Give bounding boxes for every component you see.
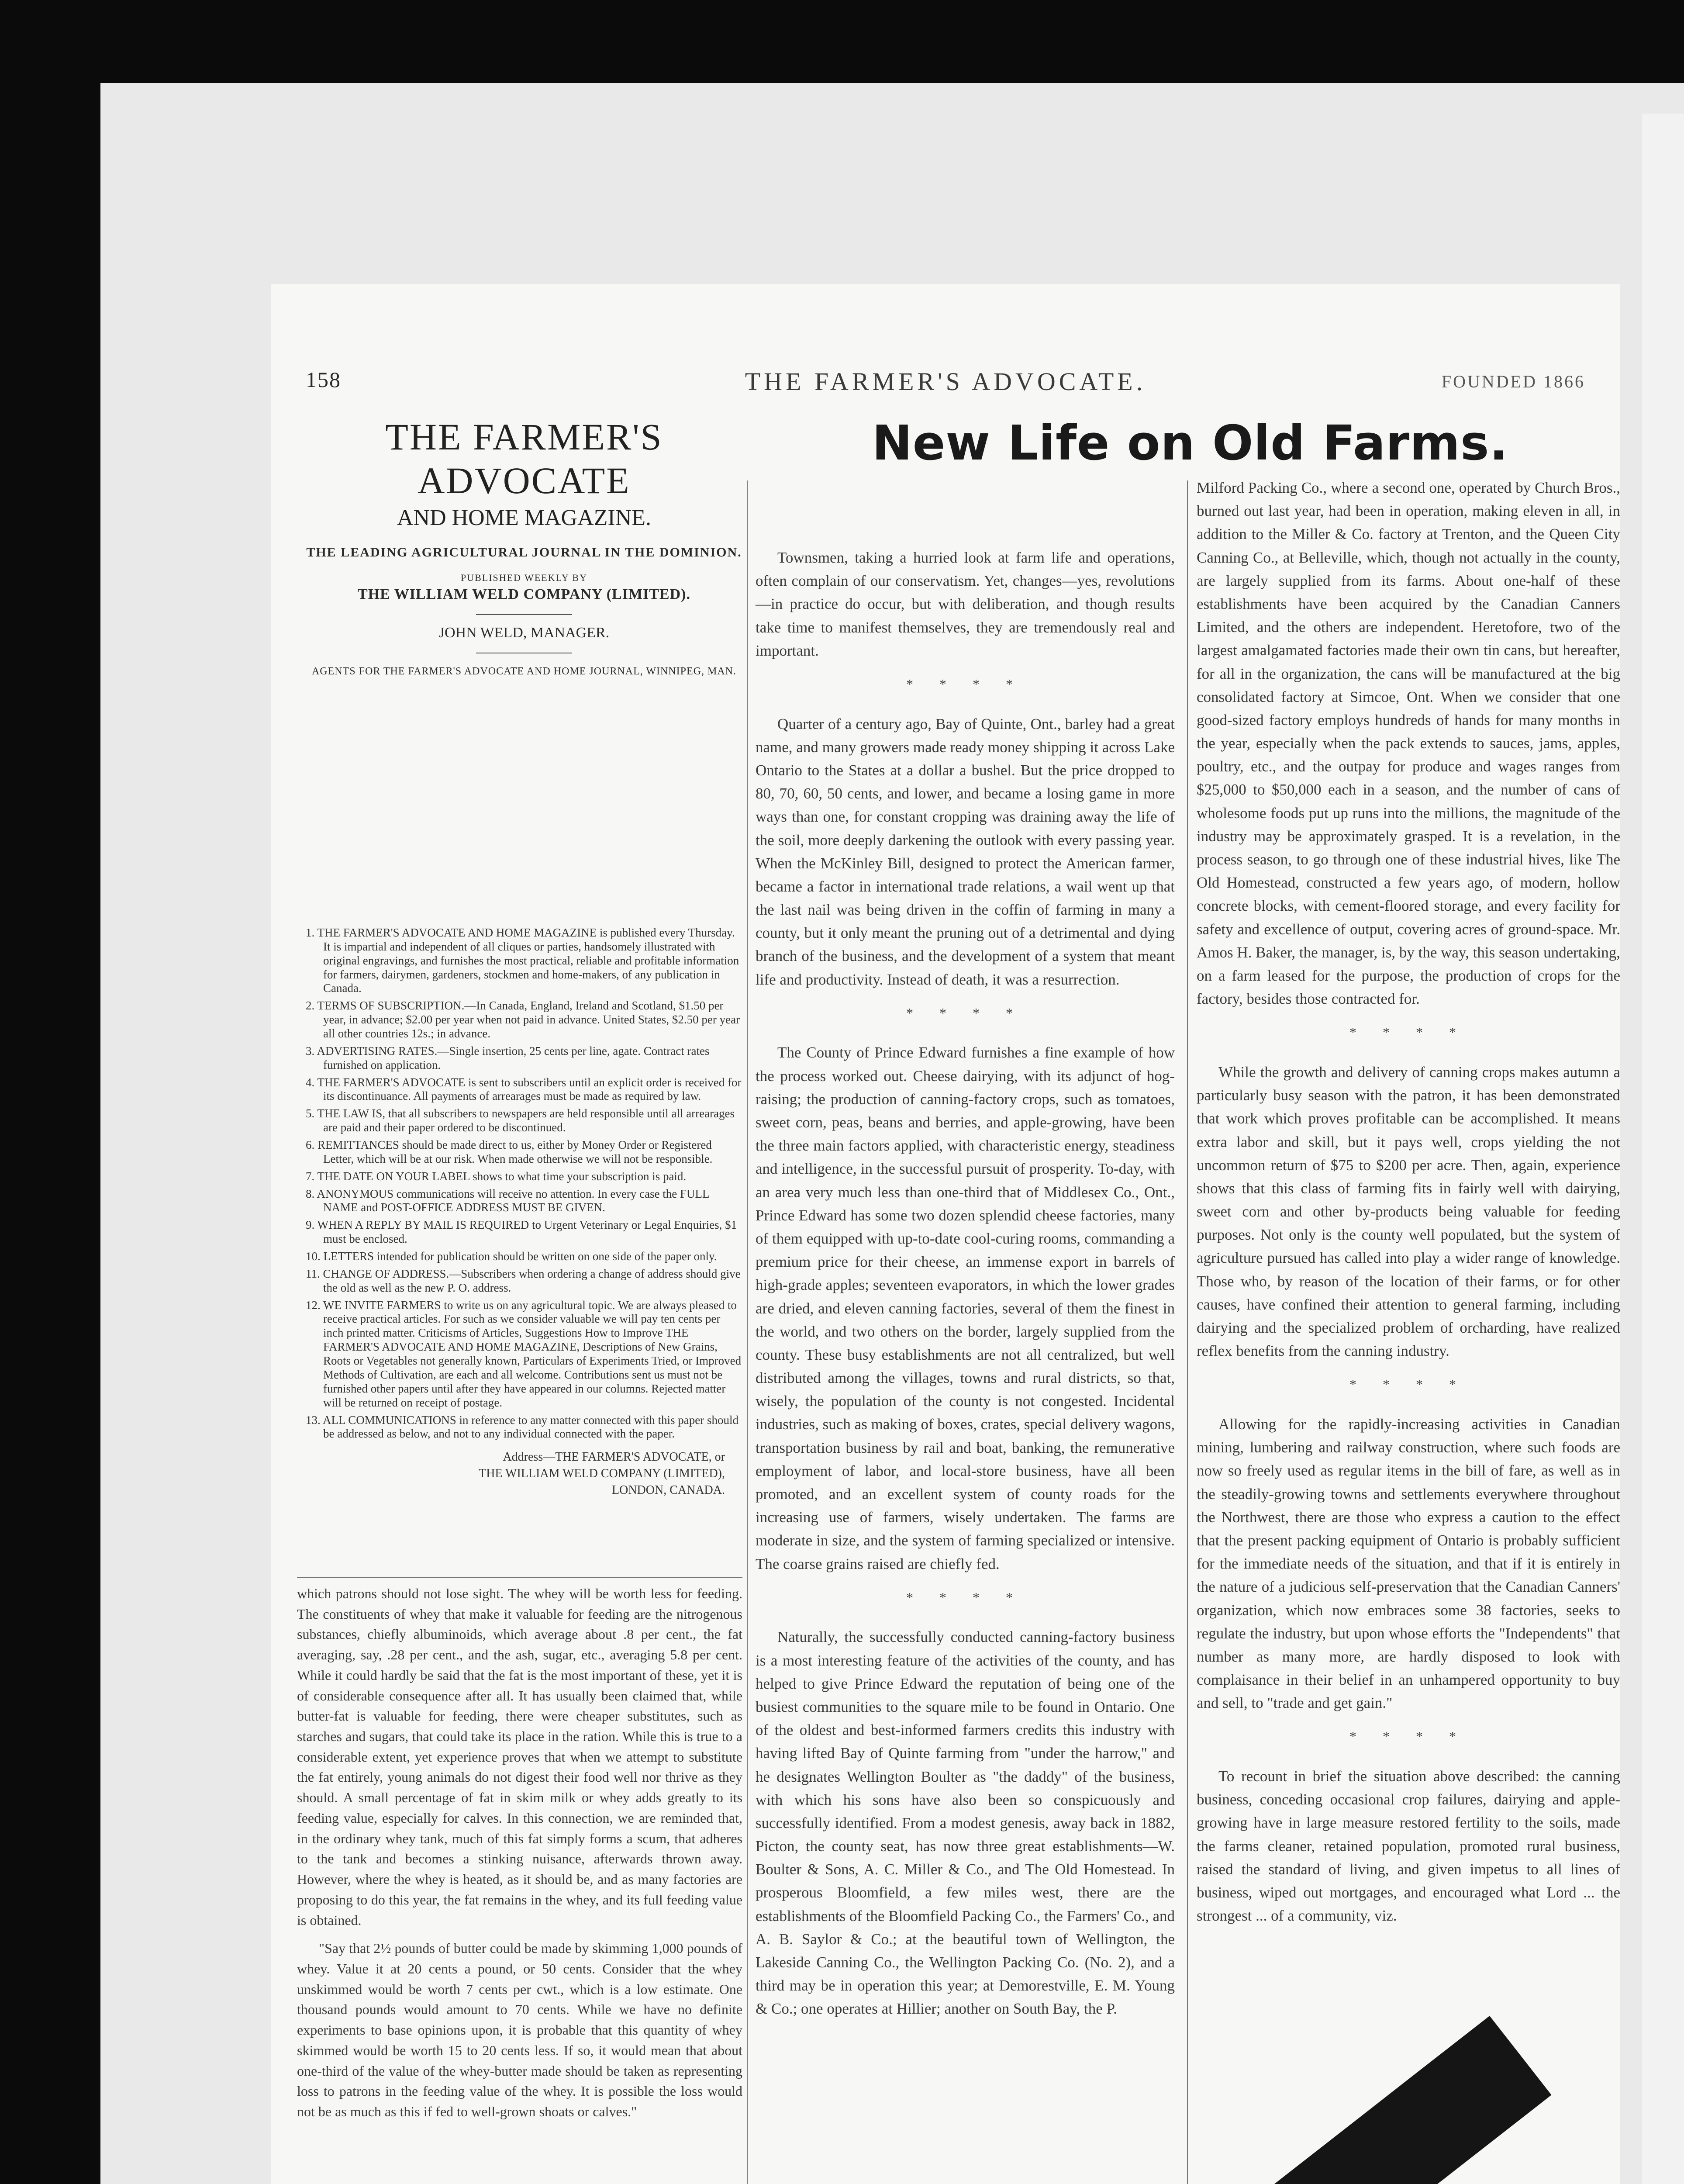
section-divider: * * * * xyxy=(1349,1376,1467,1393)
notice-item: 9. WHEN A REPLY BY MAIL IS REQUIRED to Urgent Veterinary or Legal Enquiries, $1 must be enclosed. xyxy=(306,1218,737,1246)
notice-item: 1. THE FARMER'S ADVOCATE AND HOME MAGAZINE is published every Thursday. It is impartial and independent of all cliques or parties, handsomely illustrated with original engravings, and furnishes the most practical, reliable and profitable information for farmers, dairymen, gardeners, stockmen and home-makers, of any publication in Canada. xyxy=(306,926,739,995)
column-rule xyxy=(747,480,748,2184)
manager-line: JOHN WELD, MANAGER. xyxy=(438,625,610,641)
masthead-lead: THE LEADING AGRICULTURAL JOURNAL IN THE DOMINION. xyxy=(306,545,742,560)
published-by: PUBLISHED WEEKLY BY xyxy=(460,572,587,583)
notice-item: 10. LETTERS intended for publication should be written on one side of the paper only. xyxy=(306,1250,717,1263)
notice-item: 13. ALL COMMUNICATIONS in reference to any matter connected with this paper should be addressed as below, and not to any individual connected with the paper. xyxy=(306,1413,739,1441)
address-line: Address—THE FARMER'S ADVOCATE, or xyxy=(503,1450,725,1464)
page-number: 158 xyxy=(306,367,341,392)
masthead xyxy=(306,415,742,677)
notice-item: 11. CHANGE OF ADDRESS.—Subscribers when ordering a change of address should give the old as well as the new P. O. address. xyxy=(306,1267,741,1294)
notice-item: 8. ANONYMOUS communications will receive no attention. In every case the FULL NAME and POST-OFFICE ADDRESS MUST BE GIVEN. xyxy=(306,1187,709,1214)
paragraph: Quarter of a century ago, Bay of Quinte, Ont., barley had a great name, and many growers made ready money shipping it across Lake Ontario to the States at a dollar a bushel. But the price dropped to 80, 70, 60, 50 cents, and lower, and became a losing game in more ways than one, for constant cropping was draining away the life of the soil, more deeply darkening the outlook with every passing year. When the McKinley Bill, designed to protect the American farmer, became a factor in international trade relations, a wail went up that the last nail was being driven in the coffin of farming in many a county, but it only meant the pruning out of a detrimental and dying branch of the business, and the development of a system that meant life and productivity. Instead of death, it was a resurrection. xyxy=(756,715,1175,988)
masthead-subtitle: AND HOME MAGAZINE. xyxy=(397,505,652,530)
newspaper-page xyxy=(271,284,1620,2184)
address-block xyxy=(306,1449,742,1498)
section-divider: * * * * xyxy=(906,1589,1024,1605)
article-column-2 xyxy=(1197,476,1620,1935)
address-line: LONDON, CANADA. xyxy=(612,1483,725,1497)
paragraph: Milford Packing Co., where a second one, operated by Church Bros., burned out last year, had been in operation, making eleven in all, in addition to the Miller & Co. factory at Trenton, and the Queen City Canning Co., at Belleville, which, though not actually in the county, are largely supplied from its farms. About one-half of these establishments have been acquired by the Canadian Canners Limited, and the others are independent. Heretofore, two of the largest amalgamated factories made their own tin cans, but hereafter, for all in the organization, the cans will be manufactured at the big consolidated factory at Simcoe, Ont. When we consider that one good-sized factory employs hundreds of hands for many months in the year, especially when the pack extends to sauces, jams, apples, poultry, etc., and the outpay for produce and wages ranges from $25,000 to $50,000 each in a season, and the number of cans of wholesome foods put up runs into the millions, the magnitude of the industry may be approximately grasped. It is a revelation, in the process season, to go through one of these industrial hives, like The Old Homestead, constructed a few years ago, of modern, hollow concrete blocks, with cement-floored storage, and every facility for safety and excellence of output, covering acres of ground-space. Mr. Amos H. Baker, the manager, is, by the way, this season undertaking, on a farm leased for the purpose, the production of crops for the factory, besides those contracted for. xyxy=(1197,479,1620,1008)
notice-item: 3. ADVERTISING RATES.—Single insertion, 25 cents per line, agate. Contract rates furnished on application. xyxy=(306,1044,710,1071)
section-divider: * * * * xyxy=(906,1005,1024,1021)
paragraph: which patrons should not lose sight. The whey will be worth less for feeding. The constituents of whey that make it valuable for feeding are the nitrogenous substances, chiefly albuminoids, which average about .8 per cent., the fat averaging, say, .28 per cent., and the ash, sugar, etc., averaging 5.8 per cent. While it could hardly be said that the fat is the most important of these, yet it is of considerable consequence after all. It has usually been claimed that, while butter-fat is valuable for feeding, there were cheaper substitutes, such as starches and sugars, that could take its place in the ration. While this is true to a considerable extent, yet experience proves that when we attempt to substitute the fat entirely, young animals do not digest their food well nor thrive as they should. A small percentage of fat in skim milk or whey adds greatly to its feeding value, especially for calves. In this connection, we are reminded that, in the ordinary whey tank, much of this fat simply forms a scum, that adheres to the tank and becomes a stinking nuisance, afterwards thrown away. However, where the whey is heated, as it should be, and as many factories are proposing to do this year, the fat remains in the whey, and its full feeding value is obtained. xyxy=(297,1586,742,1928)
section-rule xyxy=(297,1577,742,1578)
article-column-1 xyxy=(756,546,1175,2028)
notice-item: 5. THE LAW IS, that all subscribers to newspapers are held responsible until all arrearages are paid and their paper ordered to be discontinued. xyxy=(306,1107,735,1134)
column-whey xyxy=(297,1583,742,2130)
section-divider: * * * * xyxy=(1349,1728,1467,1745)
article-headline: New Life on Old Farms. xyxy=(872,415,1508,471)
paragraph: Townsmen, taking a hurried look at farm life and operations, often complain of our conservatism. Yet, changes—yes, revolutions—in practice do occur, but with deliberation, and though results take time to manifest themselves, they are tremendously real and important. xyxy=(756,549,1175,659)
publisher-notices xyxy=(306,926,742,1499)
notice-item: 7. THE DATE ON YOUR LABEL shows to what time your subscription is paid. xyxy=(306,1169,687,1183)
notice-item: 2. TERMS OF SUBSCRIPTION.—In Canada, England, Ireland and Scotland, $1.50 per year, in advance; $2.00 per year when not paid in advance. United States, $2.50 per year all other countries 12s.; in advance. xyxy=(306,999,740,1040)
column-rule xyxy=(1187,480,1188,2184)
scan-edge xyxy=(1642,114,1684,2184)
paragraph: The County of Prince Edward furnishes a fine example of how the process worked out. Cheese dairying, with its adjunct of hog-raising; the production of canning-factory crops, such as tomatoes, sweet corn, peas, beans and berries, and apple-growing, have been the three main factors applied, with characteristic energy, steadiness and intelligence, in the successful pursuit of prosperity. To-day, with an area very much less than one-third that of Middlesex Co., Ont., Prince Edward has some two dozen splendid cheese factories, many of them equipped with up-to-date cool-curing rooms, commanding a premium price for their cheese, an immense export in barrels of high-grade apples; seventeen evaporators, in which the lower grades are dried, and eleven canning factories, several of them the finest in the world, and two others on the border, largely supplied from the county. These busy establishments are not all centralized, but well distributed among the villages, towns and rural districts, so that, wisely, the population of the county is not congested. Incidental industries, such as making of boxes, crates, special delivery wagons, transportation business by rail and boat, banking, the remunerative employment of labor, and local-store business, have all been promoted, and an excellent system of county roads for the increasing use of farmers, wisely undertaken. The farms are moderate in size, and the system of farming specialized or intensive. The coarse grains raised are chiefly fed. xyxy=(756,1044,1175,1572)
agents-line: AGENTS FOR THE FARMER'S ADVOCATE AND HOME JOURNAL, WINNIPEG, MAN. xyxy=(311,666,737,677)
section-divider: * * * * xyxy=(906,676,1024,692)
masthead-rule xyxy=(476,614,572,615)
address-line: THE WILLIAM WELD COMPANY (LIMITED), xyxy=(479,1467,725,1481)
page-header xyxy=(306,367,1585,402)
paragraph: To recount in brief the situation above described: the canning business, conceding occasional crop failures, dairying and apple-growing have in large measure restored fertility to the soils, made the farms cleaner, retained population, promoted rural business, raised the standard of living, and given impetus to all lines of business, wiped out mortgages, and encouraged what Lord ... the strongest ... of a community, viz. xyxy=(1197,1768,1620,1925)
founded-line: FOUNDED 1866 xyxy=(1441,372,1585,391)
paragraph: Allowing for the rapidly-increasing activities in Canadian mining, lumbering and railway construction, where such foods are now so freely used as regular items in the bill of fare, as well as in the steadily-growing towns and settlements everywhere throughout the Northwest, there are those who express a caution to the effect that the present packing equipment of Ontario is probably sufficient for the immediate needs of the situation, and that if it is entirely in the nature of a judicious self-preservation that the Canadian Canners' organization, which now embraces some 38 factories, seeks to regulate the industry, but upon whose efforts the "Independents" that number as many more, are hardly disposed to look with complaisance in their belief in an unhampered opportunity to buy and sell, to "trade and get gain." xyxy=(1197,1416,1620,1712)
paragraph: Naturally, the successfully conducted canning-factory business is a most interesting feature of the activities of the county, and has helped to give Prince Edward the reputation of being one of the busiest communities to the square mile to be found in Ontario. One of the oldest and best-informed farmers credits this industry with having lifted Bay of Quinte farming from "under the harrow," and he designates Wellington Boulter as "the daddy" of the business, with which his sons have also been so conspicuously and successfully identified. From a modest genesis, away back in 1882, Picton, the county seat, has now three great establishments—W. Boulter & Sons, A. C. Miller & Co., and The Old Homestead. In prosperous Bloomfield, a few miles west, there are the establishments of the Bloomfield Packing Co., the Farmers' Co., and A. B. Saylor & Co.; at the beautiful town of Wellington, the Lakeside Canning Co., the Wellington Packing Co. (No. 2), and a third may be in operation this year; at Demorestville, E. M. Young & Co.; one operates at Hillier; another on South Bay, the P. xyxy=(756,1628,1175,2018)
masthead-name: THE FARMER'S ADVOCATE xyxy=(385,416,663,501)
notice-item: 6. REMITTANCES should be made direct to us, either by Money Order or Registered Letter, which will be at our risk. When made otherwise we will not be responsible. xyxy=(306,1138,713,1165)
paragraph: While the growth and delivery of canning crops makes autumn a particularly busy season with the patron, it has been demonstrated that work which proves profitable can be accomplished. It means extra labor and skill, but it pays well, crops yielding the not uncommon return of $75 to $200 per acre. Then, again, experience shows that this class of farming fits in fairly well with dairying, sweet corn and other by-products being valuable for feeding purposes. Not only is the county well populated, but the system of agriculture pursued has called into play a wider range of knowledge. Those who, by reason of the location of their farms, or for other causes, have confined their attention to general farming, including dairying and the specialized problem of orcharding, have realized reflex benefits from the canning industry. xyxy=(1197,1063,1620,1360)
paragraph: "Say that 2½ pounds of butter could be made by skimming 1,000 pounds of whey. Value it at 20 cents a pound, or 50 cents. Consider that the whey unskimmed would be worth 7 cents per cwt., which is a low estimate. One thousand pounds would amount to 70 cents. While we have no definite experiments to base opinions upon, it is probable that this quantity of whey skimmed would be worth 15 to 20 cents less. If so, it would mean that about one-third of the value of the whey-butter made should be taken as representing loss to patrons in the feeding value of the whey. It is possible the loss would not be as much as this if fed to well-grown shoats or calves." xyxy=(297,1940,742,2119)
notice-item: 12. WE INVITE FARMERS to write us on any agricultural topic. We are always pleased to receive practical articles. For such as we consider valuable we will pay ten cents per inch printed matter. Criticisms of Articles, Suggestions How to Improve THE FARMER'S ADVOCATE AND HOME MAGAZINE, Descriptions of New Grains, Roots or Vegetables not generally known, Particulars of Experiments Tried, or Improved Methods of Cultivation, are each and all welcome. Contributions sent us must not be furnished other papers until after they have appeared in our columns. Rejected matter will be returned on receipt of postage. xyxy=(306,1298,742,1409)
running-title: THE FARMER'S ADVOCATE. xyxy=(745,367,1146,396)
section-divider: * * * * xyxy=(1349,1024,1467,1040)
notice-item: 4. THE FARMER'S ADVOCATE is sent to subscribers until an explicit order is received for its discontinuance. All payments of arrearages must be made as required by law. xyxy=(306,1075,742,1103)
publisher-company: THE WILLIAM WELD COMPANY (LIMITED). xyxy=(358,586,690,602)
